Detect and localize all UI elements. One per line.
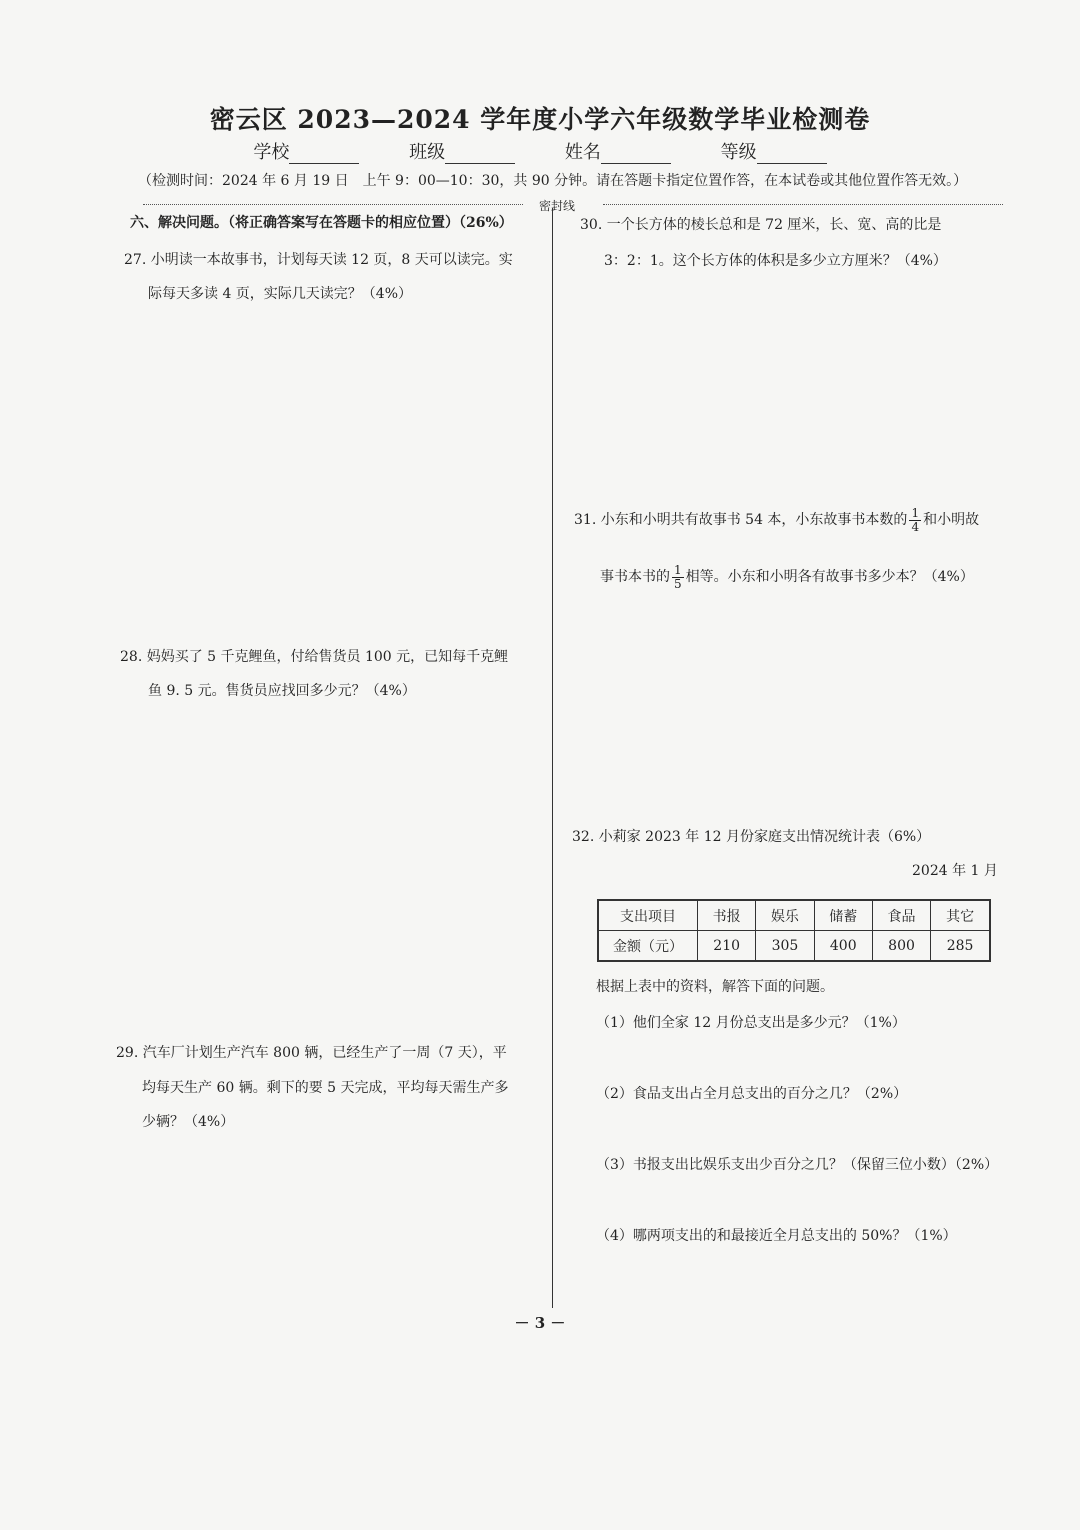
table-value-row — [598, 931, 990, 962]
table-header-row — [598, 900, 990, 931]
exam-notice: （检测时间：2024 年 6 月 19 日 上午 9：00—10：30，共 90 分钟。请在答题卡指定位置作答，在本试卷或其他位置作答无效。） — [138, 173, 968, 189]
question-29-line3: 少辆？（4%） — [142, 1114, 235, 1130]
table-cell: 娱乐 — [756, 900, 814, 931]
seal-line-label: 密封线 — [539, 199, 576, 213]
question-31-line2: 事书本书的 $\frac{1}{5}$ 相等。小东和小明各有故事书多少本？（4%） — [600, 562, 974, 591]
table-cell: 305 — [756, 931, 814, 962]
table-cell: 210 — [698, 931, 756, 962]
question-32-intro: 根据上表中的资料，解答下面的问题。 — [596, 979, 834, 995]
fraction-one-fifth: $\frac{1}{5}$ — [674, 562, 682, 591]
table-cell: 食品 — [872, 900, 930, 931]
question-27-line1: 27. 小明读一本故事书，计划每天读 12 页，8 天可以读完。实 — [124, 252, 513, 268]
table-cell: 储蓄 — [814, 900, 872, 931]
school-field: 学校 — [253, 138, 359, 164]
question-29-line2: 均每天生产 60 辆。剩下的要 5 天完成，平均每天需生产多 — [142, 1080, 509, 1096]
student-info-fields — [0, 138, 1080, 164]
fraction-one-quarter: $\frac{1}{4}$ — [911, 505, 920, 534]
question-31-line1: 31. 小东和小明共有故事书 54 本，小东故事书本数的 $\frac{1}{4}$ 和小明故 — [574, 505, 980, 534]
question-32-sub3: （3）书报支出比娱乐支出少百分之几？（保留三位小数）（2%） — [596, 1157, 999, 1173]
table-cell: 285 — [931, 931, 990, 962]
seal-dots-left — [143, 204, 523, 205]
question-27-line2: 际每天多读 4 页，实际几天读完？（4%） — [148, 286, 413, 302]
question-29-line1: 29. 汽车厂计划生产汽车 800 辆，已经生产了一周（7 天），平 — [116, 1045, 507, 1061]
question-32-sub1: （1）他们全家 12 月份总支出是多少元？（1%） — [596, 1015, 906, 1031]
table-cell: 书报 — [698, 900, 756, 931]
table-cell: 800 — [872, 931, 930, 962]
exam-title: 密云区 2023—2024 学年度小学六年级数学毕业检测卷 — [209, 105, 871, 134]
question-30-line1: 30. 一个长方体的棱长总和是 72 厘米，长、宽、高的比是 — [580, 217, 942, 233]
question-28-line1: 28. 妈妈买了 5 千克鲤鱼，付给售货员 100 元，已知每千克鲤 — [120, 649, 509, 665]
question-30-line2: 3：2：1。这个长方体的体积是多少立方厘米？（4%） — [604, 253, 947, 269]
page-number: － 3 － — [514, 1314, 566, 1332]
question-28-line2: 鱼 9. 5 元。售货员应找回多少元？（4%） — [148, 683, 416, 699]
section-heading: 六、解决问题。（将正确答案写在答题卡的相应位置）（26%） — [130, 215, 513, 231]
question-32-sub2: （2）食品支出占全月总支出的百分之几？（2%） — [596, 1086, 908, 1102]
seal-dots-right — [603, 204, 1003, 205]
table-date: 2024 年 1 月 — [912, 863, 998, 879]
grade-field: 等级 — [721, 138, 827, 164]
name-field: 姓名 — [565, 138, 671, 164]
question-32-sub4: （4）哪两项支出的和最接近全月总支出的 50%？（1%） — [596, 1228, 957, 1244]
class-field: 班级 — [409, 138, 515, 164]
question-32-title: 32. 小莉家 2023 年 12 月份家庭支出情况统计表（6%） — [572, 829, 931, 845]
table-cell: 支出项目 — [598, 900, 698, 931]
table-cell: 其它 — [931, 900, 990, 931]
table-cell: 400 — [814, 931, 872, 962]
expense-table — [597, 899, 991, 962]
column-divider — [552, 208, 553, 1308]
table-cell: 金额（元） — [598, 931, 698, 962]
